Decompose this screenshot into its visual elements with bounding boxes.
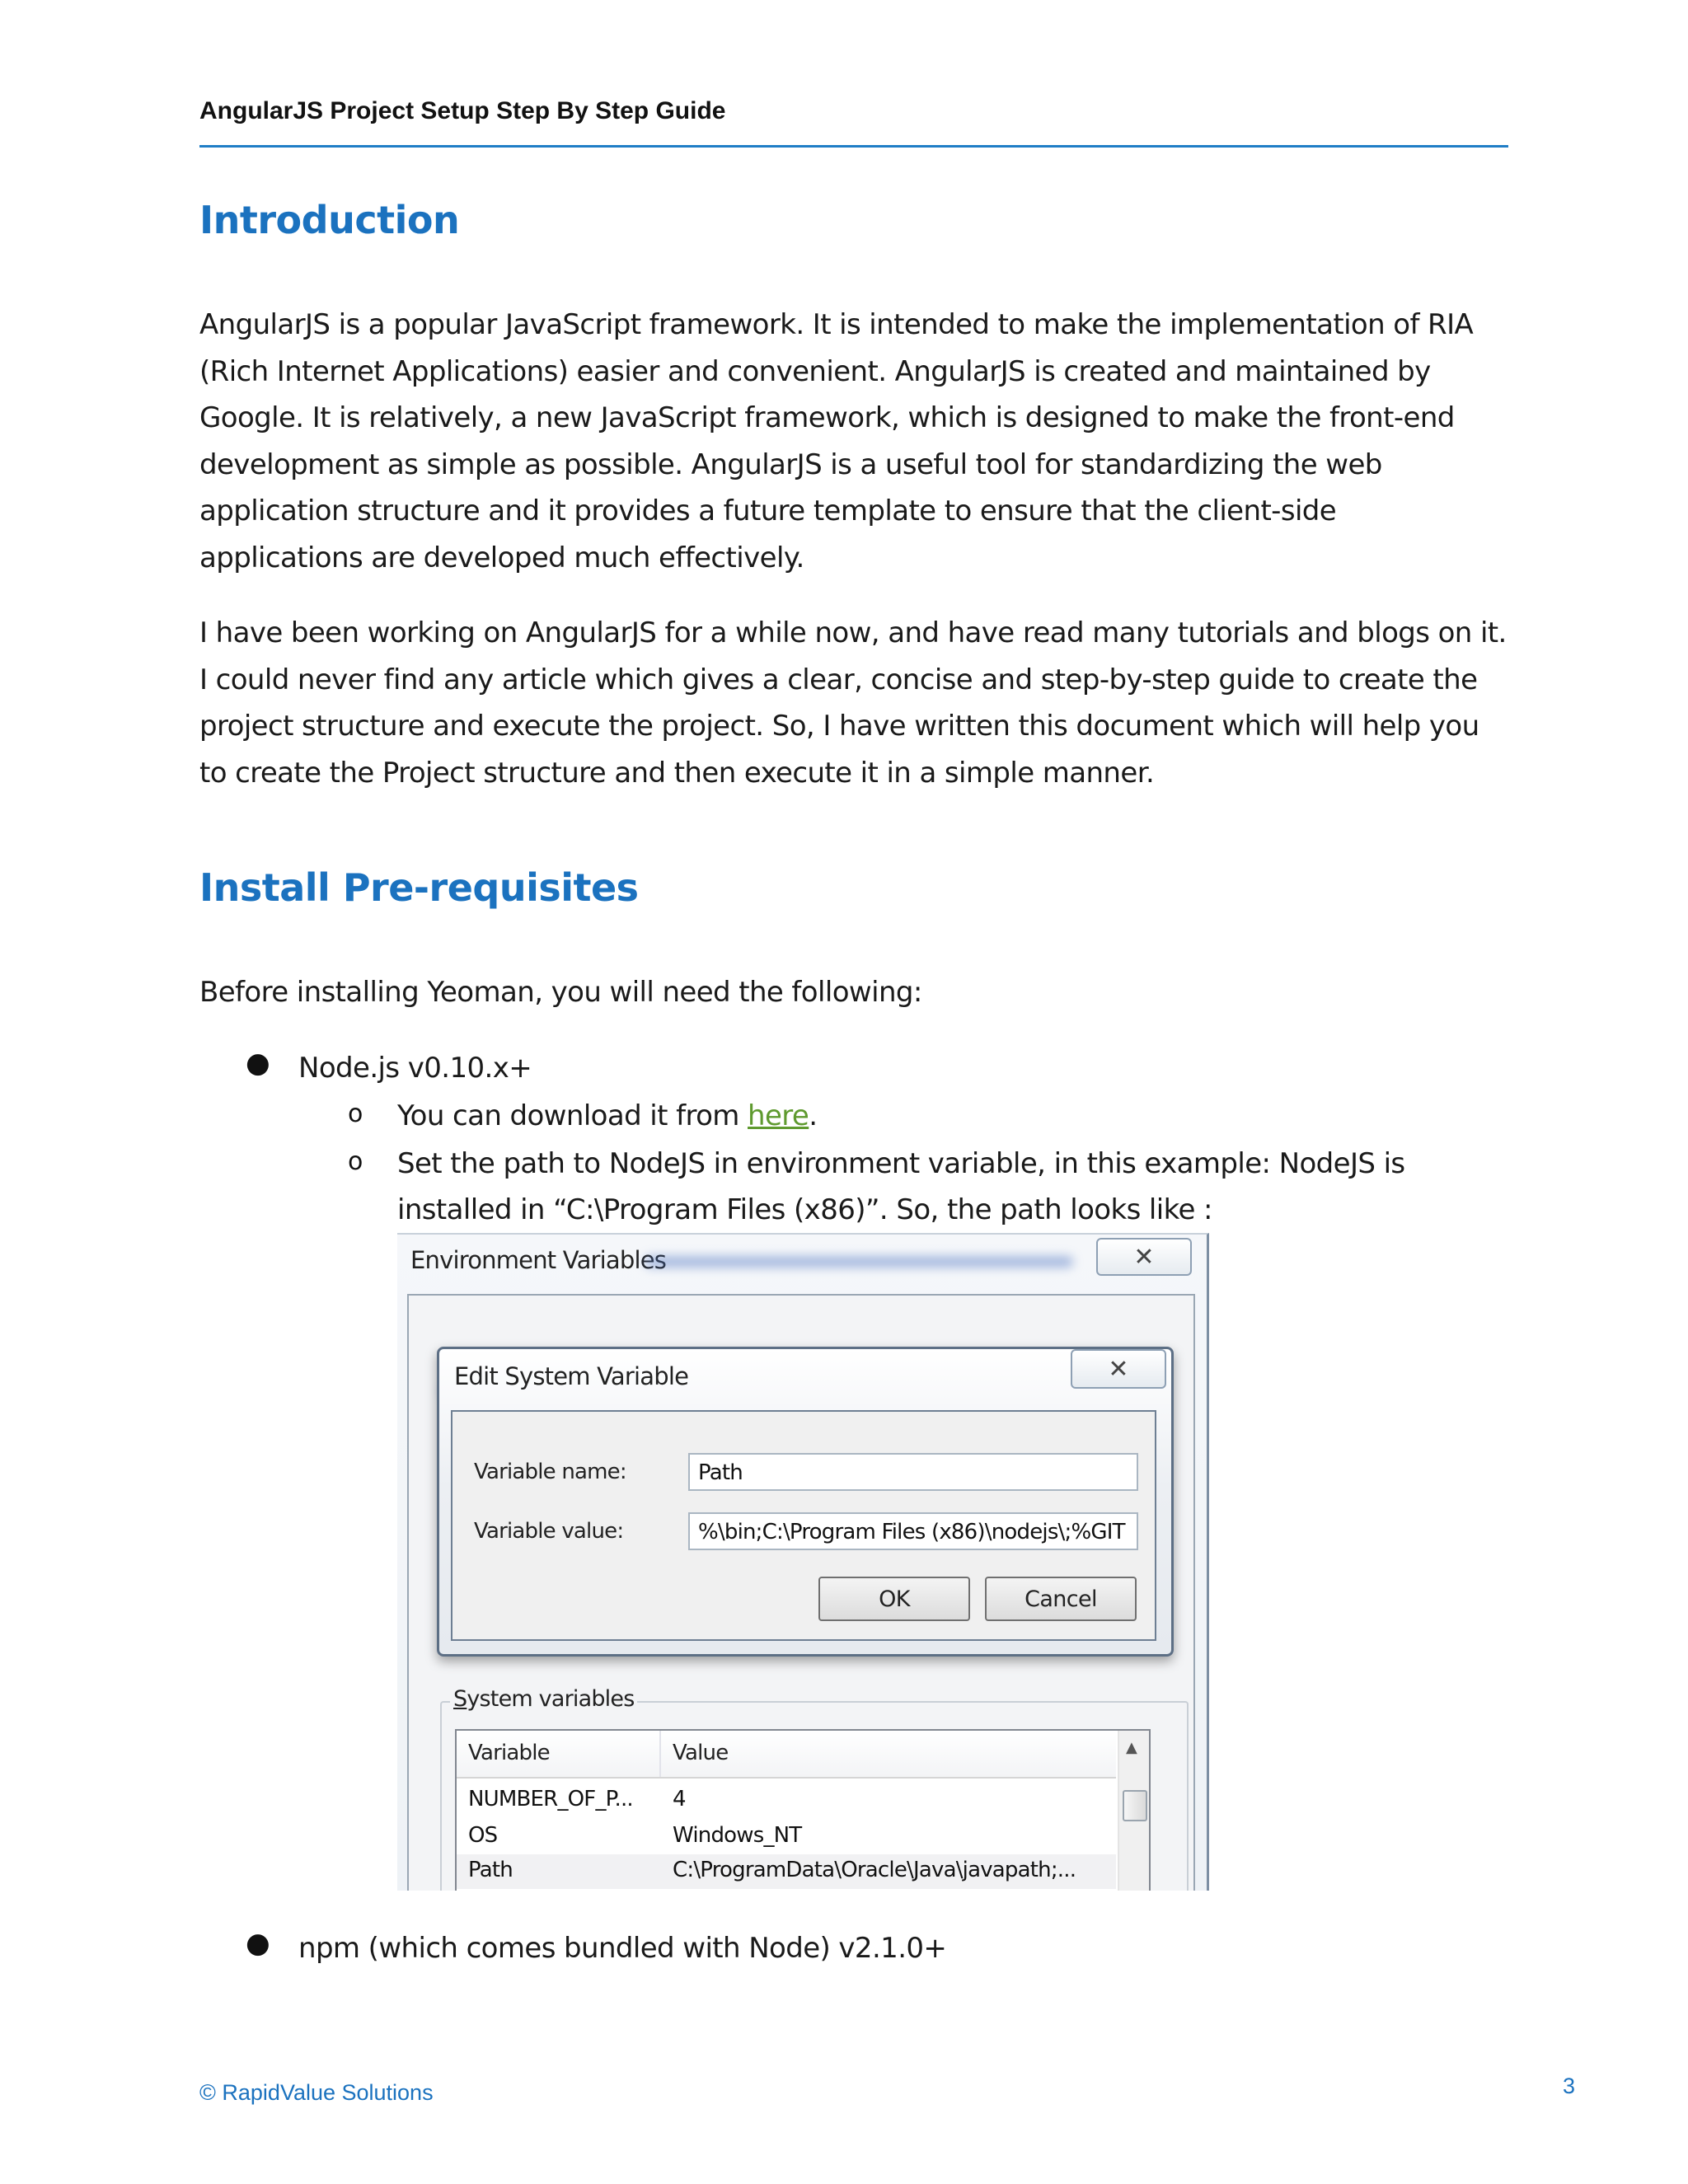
page-number: 3 xyxy=(1563,2074,1576,2098)
prereq-lead-text: Before installing Yeoman, you will need the following: xyxy=(199,976,922,1009)
footer-copyright: © RapidValue Solutions xyxy=(199,2080,434,2105)
text-line: (Rich Internet Applications) easier and convenient. AngularJS is created and maintained by xyxy=(199,354,1431,388)
text-line: I have been working on AngularJS for a while now, and have read many tutorials and blogs on it. xyxy=(199,616,1507,649)
column-header-value[interactable]: Value xyxy=(673,1741,729,1765)
system-variables-label xyxy=(450,1686,637,1712)
environment-variables-window xyxy=(397,1233,1209,1891)
header-divider xyxy=(199,145,1508,148)
blurred-header-text xyxy=(645,1256,1073,1268)
variable-value-input[interactable]: %\bin;C:\Program Files (x86)\nodejs\;%GIT xyxy=(688,1512,1138,1550)
text-line: AngularJS is a popular JavaScript framework. It is intended to make the implementation of RIA xyxy=(199,308,1474,341)
introduction-heading: Introduction xyxy=(199,198,460,242)
table-cell-variable[interactable]: Path xyxy=(468,1858,513,1882)
table-cell-value[interactable]: Windows_NT xyxy=(673,1823,802,1848)
bullet-icon: ● xyxy=(246,1927,270,1960)
intro-paragraph-1 xyxy=(199,302,1518,581)
environment-variables-screenshot xyxy=(397,1233,1210,1891)
prerequisites-heading: Install Pre-requisites xyxy=(199,865,639,910)
running-header-title: AngularJS Project Setup Step By Step Guide xyxy=(199,97,726,124)
access-key-letter: S xyxy=(453,1686,467,1712)
download-text: You can download it from xyxy=(397,1099,748,1132)
table-cell-value[interactable]: 4 xyxy=(673,1787,686,1811)
sub-bullet-icon: o xyxy=(348,1147,363,1176)
edit-dialog-title: Edit System Variable xyxy=(454,1362,689,1390)
cancel-button[interactable]: Cancel xyxy=(985,1577,1137,1621)
table-cell-value[interactable]: C:\ProgramData\Oracle\Java\javapath;... xyxy=(673,1858,1076,1882)
prereq-subitem-path-line2: installed in “C:\Program Files (x86)”. So, the path looks like : xyxy=(397,1193,1212,1226)
env-close-icon[interactable]: ✕ xyxy=(1096,1238,1192,1276)
scroll-up-icon[interactable]: ▲ xyxy=(1126,1739,1137,1756)
text-line: to create the Project structure and then execute it in a simple manner. xyxy=(199,756,1155,790)
bullet-icon: ● xyxy=(246,1047,270,1080)
table-cell-variable[interactable]: NUMBER_OF_P... xyxy=(468,1787,633,1811)
sub-bullet-icon: o xyxy=(348,1099,363,1128)
list-scrollbar[interactable] xyxy=(1118,1731,1149,1891)
variable-value-label: Variable value: xyxy=(474,1519,624,1544)
variable-name-input[interactable]: Path xyxy=(688,1453,1138,1491)
prereq-subitem-download xyxy=(397,1093,817,1140)
prereq-subitem-path-line1: Set the path to NodeJS in environment variable, in this example: NodeJS is xyxy=(397,1147,1405,1180)
text-line: application structure and it provides a future template to ensure that the client-side xyxy=(199,494,1337,527)
edit-close-icon[interactable]: ✕ xyxy=(1071,1349,1166,1389)
variable-name-label: Variable name: xyxy=(474,1460,626,1484)
env-window-title: Environment Variables xyxy=(410,1246,667,1274)
ok-button[interactable]: OK xyxy=(818,1577,970,1621)
prereq-item-npm: npm (which comes bundled with Node) v2.1.0+ xyxy=(298,1932,947,1965)
text-line: development as simple as possible. AngularJS is a useful tool for standardizing the web xyxy=(199,448,1382,481)
edit-system-variable-dialog xyxy=(437,1347,1174,1657)
scroll-thumb[interactable] xyxy=(1123,1790,1147,1821)
list-header xyxy=(457,1731,1116,1779)
text-line: I could never find any article which gives a clear, concise and step-by-step guide to create the xyxy=(199,663,1478,696)
intro-paragraph-2 xyxy=(199,610,1518,796)
download-suffix: . xyxy=(809,1099,818,1132)
text-line: applications are developed much effectively. xyxy=(199,541,804,574)
prereq-item-nodejs: Node.js v0.10.x+ xyxy=(298,1052,532,1085)
text-line: project structure and execute the project. So, I have written this document which will help you xyxy=(199,710,1479,743)
system-variables-list[interactable] xyxy=(455,1729,1151,1891)
table-cell-variable[interactable]: OS xyxy=(468,1823,498,1848)
system-variables-label-rest: ystem variables xyxy=(467,1686,635,1712)
edit-dialog-body xyxy=(451,1410,1156,1641)
download-here-link[interactable]: here xyxy=(748,1099,809,1132)
column-header-variable[interactable]: Variable xyxy=(468,1741,550,1765)
text-line: Google. It is relatively, a new JavaScript framework, which is designed to make the front-end xyxy=(199,401,1455,434)
column-separator[interactable] xyxy=(659,1731,661,1777)
